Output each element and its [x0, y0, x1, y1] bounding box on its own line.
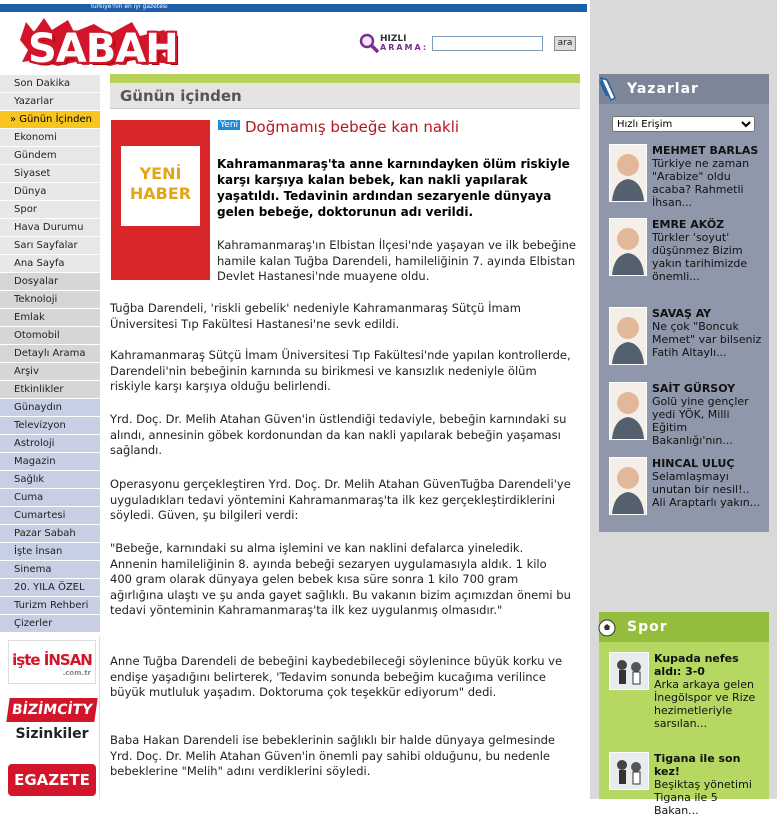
nav-item[interactable]: Çizerler [0, 615, 100, 633]
nav-item[interactable]: Günaydın [0, 399, 100, 417]
columnist-photo[interactable] [609, 382, 647, 440]
tagline: Türkiye'nin en iyi gazetesi [90, 3, 168, 10]
columnist-name[interactable]: SAVAŞ AY [652, 307, 712, 320]
nav-item[interactable]: Dosyalar [0, 273, 100, 291]
article-paragraph: Operasyonu gerçekleştiren Yrd. Doç. Dr. Melih Atahan GüvenTuğba Darendeli'ye uyguladıkları tedavi yöntemini Kahramanmaraş'ta ilk kez gerçekleştirdiklerini söyledi. Güven, şu bilgileri verdi: [110, 477, 571, 522]
columnist-excerpt[interactable]: Türkler 'soyut' düşünmez Bizim yakın tarihimizde önemli... [652, 231, 748, 283]
nav-item[interactable]: Gündem [0, 147, 100, 165]
nav-item[interactable]: Teknoloji [0, 291, 100, 309]
nav-item[interactable]: Astroloji [0, 435, 100, 453]
columnist-photo[interactable] [609, 457, 647, 515]
sports-box [599, 612, 769, 817]
news-image-badge [121, 146, 200, 226]
nav-item[interactable]: Yazarlar [0, 93, 100, 111]
article-headline: Doğmamış bebeğe kan nakli [245, 118, 460, 136]
nav-item[interactable]: 20. YILA ÖZEL [0, 579, 100, 597]
left-navigation [0, 75, 100, 633]
new-badge: Yeni [220, 120, 239, 130]
iste-insan-banner[interactable] [8, 640, 96, 684]
logo-text: SABAH [28, 26, 178, 72]
article-paragraph: Kahramanmaraş Sütçü İmam Üniversitesi Tıp Fakültesi'nde yapılan kontrollerde, Darendeli'nin bebeğinin karnında su birikmesi ve kansızlık nedeniyle ölüm riskiyle karşı karşıya olduğu belirlendi. [110, 348, 571, 393]
section-title: Günün içinden [110, 83, 580, 109]
columnist-excerpt[interactable]: Golü yine gençler yedi YÖK, Milli Eğitim Bakanlığı'nın... [652, 395, 749, 447]
columnists-title: Yazarlar [627, 81, 699, 97]
nav-item[interactable]: Siyaset [0, 165, 100, 183]
iste-insan-logo: işte İNSAN [12, 651, 92, 669]
news-image-text-2: HABER [129, 184, 192, 203]
nav-item[interactable]: » Günün İçinden [0, 111, 100, 129]
columnist-excerpt[interactable]: Türkiye ne zaman "Arabize" oldu acaba? Rahmetli İhsan... [652, 157, 750, 209]
columnist-photo[interactable] [609, 144, 647, 202]
nav-item[interactable]: Pazar Sabah [0, 525, 100, 543]
nav-item[interactable]: Otomobil [0, 327, 100, 345]
section-topline [110, 74, 580, 83]
site-header [0, 0, 590, 74]
columnist-name[interactable]: EMRE AKÖZ [652, 218, 725, 231]
sports-headline[interactable]: Kupada nefes aldı: 3-0 [654, 652, 739, 678]
nav-item[interactable]: Televizyon [0, 417, 100, 435]
nav-item[interactable]: Spor [0, 201, 100, 219]
sports-header [599, 612, 769, 642]
quick-search [358, 30, 583, 56]
columnists-box [599, 74, 769, 532]
article-lead: Kahramanmaraş'ta anne karnındayken ölüm riskiyle karşı karşıya kalan bebek, kan nakli yapılarak yaşatıldı. Tedavinin ardından sezaryenle dünyaya gelen bebeğe, doktorunun adı verildi. [217, 157, 570, 219]
sabah-logo[interactable] [14, 10, 184, 72]
nav-item[interactable]: Turizm Rehberi [0, 597, 100, 615]
sports-photo[interactable] [609, 752, 649, 790]
article-paragraph: Anne Tuğba Darendeli de bebeğini kaybedebileceği söylenince büyük korku ve endişe yaşadığını belirterek, 'Tedavim sonunda bebeğim kucağıma verilince büyük mutluluk yaşadım. Doktoruma çok teşekkür ediyorum" dedi. [110, 654, 563, 699]
nav-item[interactable]: Ekonomi [0, 129, 100, 147]
iste-insan-domain: .com.tr [62, 669, 91, 677]
nav-item[interactable]: Sağlık [0, 471, 100, 489]
search-label-search: ARAMA: [380, 43, 429, 52]
sports-title: Spor [627, 619, 668, 635]
search-label-quick: HIZLI [380, 34, 407, 44]
nav-item[interactable]: Cumartesi [0, 507, 100, 525]
columnist-photo[interactable] [609, 307, 647, 365]
sports-photo[interactable] [609, 652, 649, 690]
nav-item[interactable]: Hava Durumu [0, 219, 100, 237]
nav-item[interactable]: Emlak [0, 309, 100, 327]
egazete-logo: EGAZETE [14, 771, 90, 789]
bizimcity-banner[interactable] [8, 694, 96, 752]
article-paragraph: Tuğba Darendeli, 'riskli gebelik' nedeniyle Kahramanmaraş Sütçü İmam Üniversitesi Tıp Fakültesi Hastanesi'ne sevk edildi. [110, 301, 521, 331]
nav-item[interactable]: Ana Sayfa [0, 255, 100, 273]
nav-item[interactable]: Detaylı Arama [0, 345, 100, 363]
columnist-excerpt[interactable]: Ne çok "Boncuk Memet" var bilseniz Fatih Altaylı... [652, 320, 762, 359]
columnist-photo[interactable] [609, 218, 647, 276]
promo-banners [0, 636, 100, 799]
nav-item[interactable]: Dünya [0, 183, 100, 201]
pen-icon [597, 76, 619, 102]
nav-item[interactable]: Arşiv [0, 363, 100, 381]
article-quote: "Bebeğe, karnındaki su alma işlemini ve kan naklini defalarca yineledik. Annenin hamileliğinin 8. ayında bebeği sezaryen uygulamasıyla aldık. 1 kilo 400 gram olarak dünyaya gelen bebek kısa süre sonra 1 kilo 700 gram ağırlığına ulaştı ve şu anda gayet sağlıklı. Bu vakanın bizim açımızdan önemi bu tedavi yönteminin Kahramanmaraş'ta ilk kez uygulanmış olmasıdır." [110, 541, 571, 617]
columnist-excerpt[interactable]: Selamlaşmayı unutan bir nesil!.. Ali Araptarlı yakın... [652, 470, 761, 509]
columnist-name[interactable]: MEHMET BARLAS [652, 144, 759, 157]
columnist-name[interactable]: SAİT GÜRSOY [652, 382, 736, 395]
sports-headline[interactable]: Tigana ile son kez! [654, 752, 741, 778]
sports-excerpt[interactable]: Arka arkaya gelen İnegölspor ve Rize hezimetleriyle sarsılan... [654, 678, 756, 730]
soccer-ball-icon [595, 618, 619, 638]
egazete-banner[interactable] [8, 764, 96, 796]
article-paragraph: Yrd. Doç. Dr. Melih Atahan Güven'in üstlendiği tedaviyle, bebeğin karnındaki su alındı, annesinin göbek kordonundan da kan nakli yapılarak bebeğin yaşaması sağlandı. [110, 412, 567, 457]
main-content [110, 74, 580, 778]
sizinkiler-logo: Sizinkiler [15, 726, 89, 742]
columnist-name[interactable]: HINCAL ULUÇ [652, 457, 735, 470]
news-image-text-1: YENİ [139, 164, 182, 183]
article-paragraph: Kahramanmaraş'ın Elbistan İlçesi'nde yaşayan ve ilk bebeğine hamile kalan Tuğba Darendeli, hamileliğinin 7. ayında Elbistan Devlet Hastanesi'nde muayene oldu. [217, 238, 576, 283]
bizimcity-logo: BİZİMCİTY [6, 698, 97, 722]
magnifier-icon [358, 32, 380, 54]
nav-item[interactable]: Son Dakika [0, 75, 100, 93]
columnists-header [599, 74, 769, 104]
search-input[interactable] [432, 36, 543, 51]
article-paragraph: Baba Hakan Darendeli ise bebeklerinin sağlıklı bir halde dünyaya gelmesinde Yrd. Doç. Dr. Melih Atahan Güven'in önemli pay sahibi olduğunu, bu nedenle bebeklerine "Melih" adını verdiklerini söyledi. [110, 733, 556, 778]
nav-item[interactable]: Cuma [0, 489, 100, 507]
nav-item[interactable]: Magazin [0, 453, 100, 471]
nav-item[interactable]: İşte İnsan [0, 543, 100, 561]
news-image [111, 120, 210, 280]
nav-item[interactable]: Etkinlikler [0, 381, 100, 399]
search-button[interactable]: ara [554, 36, 576, 51]
sports-excerpt[interactable]: Beşiktaş yönetimi Tigana ile 5 Bakan... [654, 778, 752, 817]
nav-item[interactable]: Sinema [0, 561, 100, 579]
nav-item[interactable]: Sarı Sayfalar [0, 237, 100, 255]
quick-access-select[interactable] [612, 116, 755, 132]
